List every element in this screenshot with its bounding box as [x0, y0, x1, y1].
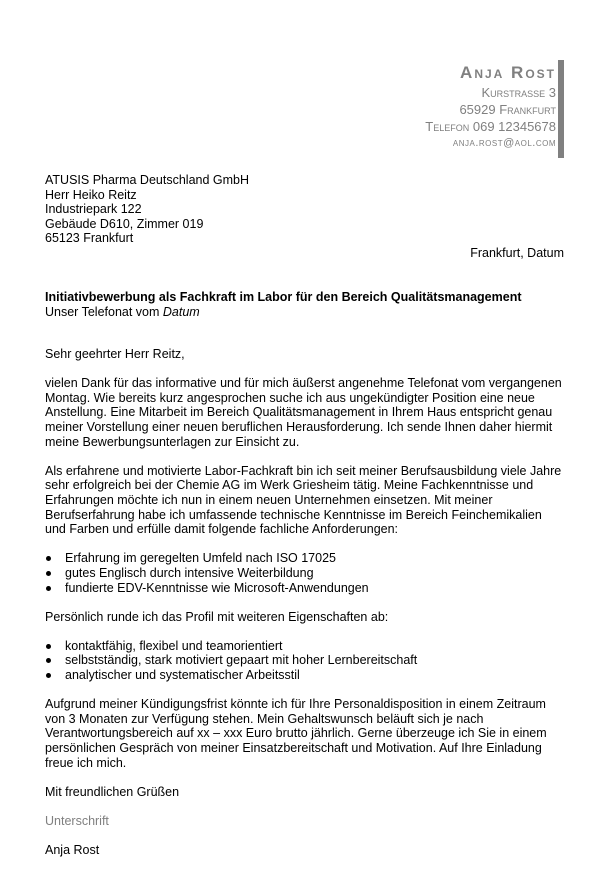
signature-placeholder: Unterschrift	[45, 814, 109, 828]
recipient-city: 65123 Frankfurt	[45, 231, 134, 246]
sender-accent-bar	[558, 60, 564, 158]
personal-skills-list	[45, 639, 565, 683]
signer-name: Anja Rost	[45, 843, 100, 858]
subject-reference-prefix: Unser Telefonat vom	[45, 304, 163, 319]
sender-email: anja.rost@aol.com	[452, 137, 556, 149]
recipient-building: Gebäude D610, Zimmer 019	[45, 216, 204, 231]
list-item: Erfahrung im geregelten Umfeld nach ISO 17025	[45, 551, 565, 566]
paragraph-experience: Als erfahrene und motivierte Labor-Fachkraft bin ich seit meiner Berufsausbildung viele Jahre sehr erfolgreich bei der Chemie AG im Werk Griesheim tätig. Meine Fachkenntnisse und Erfahrungen möchte ich nun in einem neuen Unternehmen einsetzen. Mit meiner Berufserfahrung habe ich umfassende technische Kenntnisse im Bereich Feinchemikalien und Farben und erfülle damit folgende fachliche Anforderungen:	[45, 463, 562, 537]
recipient-person: Herr Heiko Reitz	[45, 187, 137, 202]
paragraph-intro: vielen Dank für das informative und für mich äußerst angenehme Telefonat vom vergangenen Montag. Wie bereits kurz angesprochen suche ich aus ungekündigter Position eine neue Anstellung. Eine Mitarbeit im Bereich Qualitätsmanagement in Ihrem Haus entspricht genau meiner Vorstellung einer neuen beruflichen Herausforderung. Ich sende Ihnen daher hiermit meine Bewerbungsunterlagen zur Einsicht zu.	[45, 376, 562, 449]
sender-street: Kurstraße 3	[481, 85, 556, 100]
sender-city: 65929 Frankfurt	[459, 102, 556, 117]
sender-name: Anja Rost	[460, 63, 556, 82]
subject-reference-date: Datum	[162, 304, 200, 319]
list-item: analytischer und systematischer Arbeitsstil	[45, 668, 565, 683]
subject-block	[45, 290, 522, 319]
sender-phone: Telefon 069 12345678	[425, 119, 556, 134]
paragraph-availability: Aufgrund meiner Kündigungsfrist könnte ich für Ihre Personaldisposition in einem Zeitraum von 3 Monaten zur Verfügung stehen. Mein Gehaltswunsch beläuft sich je nach Verantwortungsbereich auf xx – xxx Euro brutto jährlich. Gerne überzeuge ich Sie in einem persönlichen Gespräch von meiner Einsatzbereitschaft und Motivation. Auf Ihre Einladung freue ich mich.	[45, 697, 547, 770]
list-item: fundierte EDV-Kenntnisse wie Microsoft-Anwendungen	[45, 581, 565, 596]
sender-address-block	[425, 62, 556, 152]
recipient-street: Industriepark 122	[45, 202, 142, 217]
technical-skills-list	[45, 551, 565, 595]
list-item: kontaktfähig, flexibel und teamorientiert	[45, 639, 565, 654]
closing: Mit freundlichen Grüßen	[45, 784, 180, 799]
salutation: Sehr geehrter Herr Reitz,	[45, 347, 185, 361]
paragraph-personal: Persönlich runde ich das Profil mit weiteren Eigenschaften ab:	[45, 609, 389, 624]
list-item: gutes Englisch durch intensive Weiterbildung	[45, 566, 565, 581]
subject-reference	[45, 305, 522, 320]
recipient-company: ATUSIS Pharma Deutschland GmbH	[45, 173, 250, 187]
letter-date: Frankfurt, Datum	[470, 246, 564, 260]
letter-body	[45, 347, 565, 872]
recipient-address-block	[45, 173, 249, 246]
subject-title: Initiativbewerbung als Fachkraft im Labor für den Bereich Qualitätsmanagement	[45, 290, 522, 304]
list-item: selbstständig, stark motiviert gepaart mit hoher Lernbereitschaft	[45, 653, 565, 668]
